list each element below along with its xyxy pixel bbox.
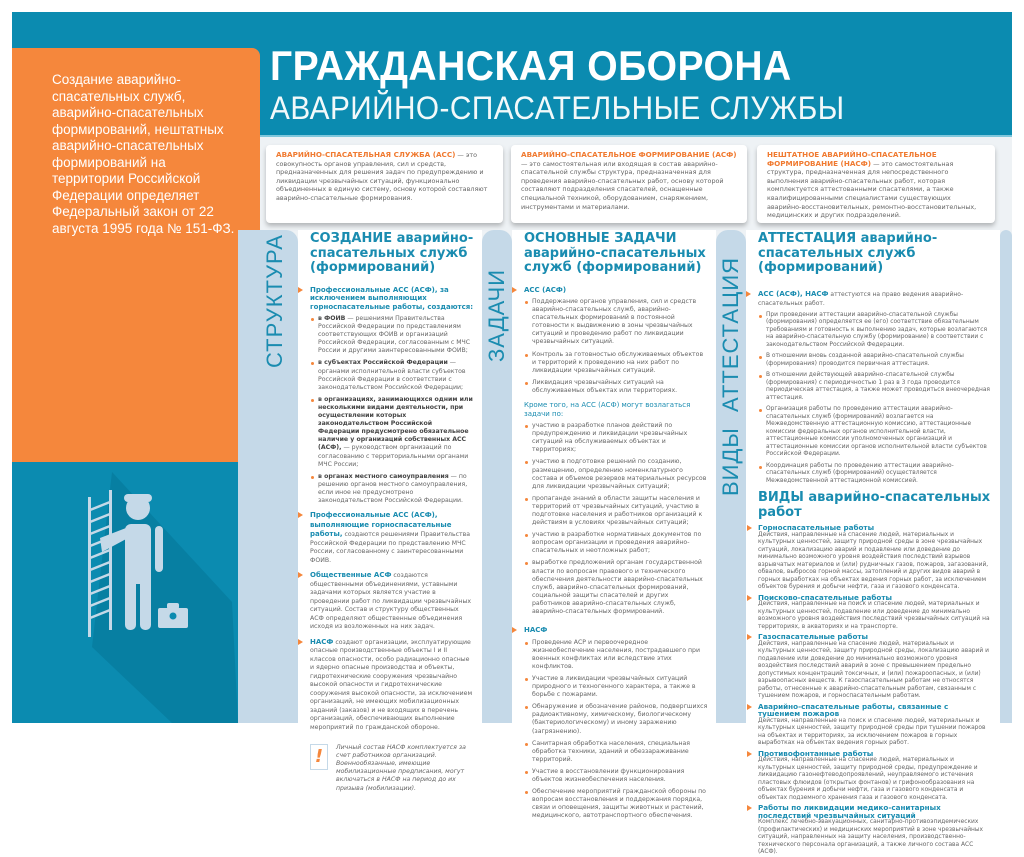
item-text: — органами исполнительной власти субъектов Российской Федерации в соответствии с законодательством Российской Федерации; — [318, 359, 466, 391]
work-type-description: Действия, направленные на спасение людей, материальных и культурных ценностей, защиту природной среды, локализацию аварий и подавление или доведение до минимально возможного уровня воздействия последствий аварий в зоне с превышением предельно допустимых концентраций токсичных, и (или) пожароопасных, и (или) взрывоопасных веществ. К газоспасательным работам не относятся работы, отнесенные к аварийно-спасательным работам, связанным с тушением пожаров, и горноспасательным работам. — [758, 640, 989, 699]
intro-box — [12, 48, 260, 462]
structure-paragraph — [310, 638, 474, 733]
list-item: Участие в ликвидации чрезвычайных ситуаций природного и техногенного характера, а также в борьбе с пожарами. — [524, 675, 708, 699]
structure-paragraph — [310, 511, 474, 565]
attestation-column — [746, 230, 1000, 855]
definition-card-nasf — [757, 145, 995, 223]
page-title: ГРАЖДАНСКАЯ ОБОРОНА — [270, 42, 792, 89]
list-item: Ликвидация чрезвычайных ситуаций на обслуживаемых объектах или территориях. — [524, 379, 708, 395]
side-label-structure: СТРУКТУРА — [262, 234, 287, 368]
list-item: Контроль за готовностью обслуживаемых объектов и территорий к проведению на них работ по ликвидации чрезвычайных ситуаций. — [524, 351, 708, 375]
definition-term: АВАРИЙНО-СПАСАТЕЛЬНОЕ ФОРМИРОВАНИЕ (АСФ) — [521, 150, 737, 159]
list-item: Организация работы по проведению аттестации аварийно-спасательных служб (формирований) возлагается на Межведомственную аттестационную комиссию, аттестационные комиссии федеральных органов исполнительной власти, аттестационные комиссии уполномоченных организаций и аттестационные комиссии органов исполнительной власти субъектов Российской Федерации. — [758, 406, 992, 459]
exclamation-icon: ! — [310, 744, 328, 770]
para-bold: Общественные АСФ — [310, 571, 392, 580]
work-type-name: Горноспасательные работы — [758, 524, 992, 532]
list-item: Обнаружение и обозначение районов, подвергшихся радиоактивному, химическому, биологическому (бактериологическому) и иному заражению (загрязнению). — [524, 703, 708, 735]
nasf-heading: НАСФ — [524, 626, 708, 635]
side-strip-right — [1000, 230, 1012, 723]
definition-text: — это самостоятельная структура, предназначенная для непосредственного выполнения аварийно-спасательных работ, которая комплектуется аттестованными спасателями, а также квалифицированными специалистами существующих аварийно-восстановительных, ремонтно-восстановительных, медицинских и других подразделений. — [767, 159, 977, 220]
professional-heading: Профессиональные АСС (АСФ), за исключением выполняющих горноспасательные работы, создаются: — [310, 285, 474, 311]
list-item: выработке предложений органам государственной власти по вопросам правового и технического обеспечения деятельности аварийно-спасательных служб, аварийно-спасательных формирований, социальной защиты спасателей и других работников аварийно-спасательных служб, аварийно-спасательных формирований. — [524, 559, 708, 616]
side-label-tasks: ЗАДАЧИ — [484, 268, 509, 362]
attestation-title: АТТЕСТАЦИЯ аварийно-спасательных служб (формирований) — [758, 231, 938, 275]
structure-list-item — [310, 396, 474, 469]
para-bold: НАСФ — [310, 637, 334, 646]
note-box — [310, 744, 474, 793]
list-item: В отношении вновь созданной аварийно-спасательной службы (формирования) проводится первичная аттестация. — [758, 353, 992, 368]
item-bold: в субъектах Российской Федерации — [318, 359, 448, 367]
definition-text: — это самостоятельная или входящая в состав аварийно-спасательной службы структура, предназначенная для проведения аварийно-спасательных работ, основу которой составляют подразделения спасателей, оснащенные специальной техникой, оборудованием, снаряжением, инструментами и материалами. — [521, 159, 724, 211]
tasks-title: ОСНОВНЫЕ ЗАДАЧИ аварийно-спасательных служб (формирований) — [524, 231, 706, 275]
work-type-name: Поисково-спасательные работы — [758, 594, 992, 602]
list-item: В отношении действующей аварийно-спасательной службы (формирования) с периодичностью 1 раз в 3 года проводится периодическая аттестация, а также может проводиться внеочередная аттестация. — [758, 372, 992, 402]
definition-card-asf — [511, 145, 747, 223]
para-text: создают организации, эксплуатирующие опасные производственные объекты I и II классов опасности, особо радиационно опасные и ядерно опасные производства и объекты, гидротехнические сооружения чрезвычайно высокой опасности и гидротехнические сооружения высокой опасности, за исключением организаций, не имеющих мобилизационных заданий (заказов) и не входящих в перечень организаций, обеспечивающих выполнение мероприятий по гражданской обороне. — [310, 638, 473, 731]
attestation-lead-bold: АСС (АСФ), НАСФ — [758, 289, 829, 298]
work-type-name: Газоспасательные работы — [758, 633, 992, 641]
side-label-types: ВИДЫ — [718, 427, 743, 496]
page-subtitle: АВАРИЙНО-СПАСАТЕЛЬНЫЕ СЛУЖБЫ — [270, 90, 845, 126]
list-item: участию в разработке нормативных документов по вопросам организации и проведения аварийно-спасательных и неотложных работ; — [524, 531, 708, 555]
list-item: Проведение АСР и первоочередное жизнеобеспечение населения, пострадавшего при военных конфликтах или вследствие этих конфликтов. — [524, 639, 708, 671]
types-title: ВИДЫ аварийно-спасательных работ — [758, 490, 991, 520]
work-type-name: Аварийно-спасательные работы, связанные с тушением пожаров — [758, 703, 992, 718]
structure-title: СОЗДАНИЕ аварийно-спасательных служб (формирований) — [310, 231, 474, 275]
para-text: создаются общественными объединениями, уставными задачами которых является участие в проведении работ по ликвидации чрезвычайных ситуаций. Состав и структуру общественных АСФ определяют общественные объединения исходя из возложенных на них задач. — [310, 572, 471, 631]
work-type-description: Комплекс лечебно-эвакуационных, санитарно-противоэпидемических (профилактических) и медицинских мероприятий в зоне чрезвычайных ситуаций, направленных на защиту населения, производственно-технического персонала организаций, а также личного состава АСС (АСФ). — [758, 819, 984, 855]
list-item: Координация работы по проведению аттестации аварийно-спасательных служб (формирований) осуществляется Межведомственной аттестационной комиссией. — [758, 463, 992, 486]
list-item: Участие в восстановлении функционирования объектов жизнеобеспечения населения. — [524, 768, 708, 784]
item-bold: в организациях, занимающихся одним или несколькими видами деятельности, при осуществлении которых законодательством Российской Федерации предусмотрено обязательное наличие у организаций собственных АСС (АСФ), — [318, 395, 473, 452]
attestation-lead-text: аттестуются на право ведения аварийно-спасательных работ. — [758, 290, 964, 307]
definition-term: АВАРИЙНО-СПАСАТЕЛЬНАЯ СЛУЖБА (АСС) — [276, 150, 456, 159]
side-label-attestation: АТТЕСТАЦИЯ — [718, 256, 743, 412]
list-item: При проведении аттестации аварийно-спасательной службы (формирования) определяется ее (его) соответствие обязательным требованиям и готовность к выполнению задач, которые возлагаются на аварийно-спасательную службу (формирование) в соответствии с законодательством Российской Федерации. — [758, 312, 992, 350]
list-item: участию в разработке планов действий по предупреждению и ликвидации чрезвычайных ситуаций на обслуживаемых объектах и территориях; — [524, 422, 708, 454]
work-type-name: Работы по ликвидации медико-санитарных последствий чрезвычайных ситуаций — [758, 804, 992, 819]
list-item: участию в подготовке решений по созданию, размещению, определению номенклатурного состава и объемов резервов материальных ресурсов для ликвидации чрезвычайных ситуаций; — [524, 458, 708, 490]
para-bold: Профессиональные АСС (АСФ), выполняющие горноспасательные работы, — [310, 511, 452, 539]
note-text: Личный состав НАСФ комплектуется за счет работников организаций. Военнообязанные, имеющие мобилизационные предписания, могут включаться в НАСФ на период до их призыва (мобилизации). — [336, 744, 466, 792]
structure-list-item — [310, 315, 474, 355]
structure-column — [298, 230, 482, 792]
structure-paragraph — [310, 571, 474, 632]
intro-text: Создание аварийно-спасательных служб, аварийно-спасательных формирований, нештатных аварийно-спасательных формирований на территории Российской Федерации определяет Федеральный закон от 22 августа 1995 года № 151-ФЗ. — [52, 72, 235, 236]
list-item: Поддержание органов управления, сил и средств аварийно-спасательных служб, аварийно-спасательных формирований в постоянной готовности к выдвижению в зоны чрезвычайных ситуаций и проведению работ по ликвидации чрезвычайных ситуаций. — [524, 298, 708, 347]
item-text: — руководством организаций по согласованию с территориальными органами МЧС России; — [318, 444, 469, 468]
list-item: пропаганде знаний в области защиты населения и территорий от чрезвычайных ситуаций, участию в подготовке населения и работников организаций к действиям в условиях чрезвычайных ситуаций; — [524, 495, 708, 527]
asc-heading: АСС (АСФ) — [524, 286, 708, 295]
work-type-description: Действия, направленные на спасение людей, материальных и культурных ценностей, защиту природной среды, предупреждение и ликвидацию газонефтеводопроявлений, неуправляемого истечения пластовых флюидов (открытых фонтанов) и грифонообразования на объектах бурения и добычи нефти, газа и газового конденсата и объектах подземного хранения газа и газового конденсата. — [758, 757, 978, 801]
para-text: создаются решениями Правительства Российской Федерации по представлению МЧС России, согласованному с заинтересованными ФОИВ. — [310, 531, 471, 564]
extra-heading: Кроме того, на АСС (АСФ) могут возлагаться задачи по: — [524, 401, 691, 418]
work-type-name: Противофонтанные работы — [758, 750, 992, 758]
item-bold: в ФОИВ — [318, 315, 346, 322]
definition-text: — это совокупность органов управления, сил и средств, предназначенных для решения задач по предупреждению и ликвидации чрезвычайных ситуаций, функционально объединенных в единую систему, основу которой составляют аварийно-спасательные формирования. — [276, 151, 488, 202]
definition-card-asc — [266, 145, 503, 223]
item-bold: в органах местного самоуправления — [318, 472, 449, 480]
work-type-description: Действия, направленные на поиск и спасение людей, материальных и культурных ценностей, защиту природной среды при тушении пожаров на объектах и территориях, за исключением пожаров в горных выработках на объектах ведения горных работ. — [758, 717, 986, 746]
item-text: — решениями Правительства Российской Федерации по представлениям соответствующих ФОИВ и организаций Российской Федерации, согласованным с МЧС России и другими заинтересованными ФОИВ; — [318, 315, 471, 355]
tasks-column — [512, 230, 716, 820]
structure-list-item — [310, 359, 474, 391]
structure-list-item — [310, 473, 474, 505]
list-item: Санитарная обработка населения, специальная обработка техники, зданий и обеззараживание территорий. — [524, 740, 708, 764]
definition-term: НЕШТАТНОЕ АВАРИЙНО-СПАСАТЕЛЬНОЕ ФОРМИРОВАНИЕ (НАСФ) — [767, 150, 937, 168]
work-type-description: Действия, направленные на спасение людей, материальных и культурных ценностей, защиту природной среды в зоне чрезвычайных ситуаций, локализацию аварий и подавление или доведение до минимально возможного уровня воздействия последствий взрывов взрывчатых материалов и (или) рудничных газов, пожаров, загазований, обвалов, выбросов горной массы, затоплений и других видов аварий в горных выработках на объектах ведения горных работ, за исключением объектов бурения и добычи нефти, газа и газового конденсата. — [758, 531, 989, 590]
list-item: Обеспечение мероприятий гражданской обороны по вопросам восстановления и поддержания порядка, связи и оповещения, защиты животных и растений, медицинского, автотранспортного обеспечения. — [524, 788, 708, 820]
rescuer-illustration-icon — [12, 462, 238, 723]
work-type-description: Действия, направленные на поиск и спасение людей, материальных и культурных ценностей, подавление или доведение до минимально возможного уровня воздействия последствий чрезвычайных ситуаций на территориях, в акваториях и на транспорте. — [758, 601, 990, 630]
item-text: — по решению органов местного самоуправления, если иное не предусмотрено законодательством Российской Федерации. — [318, 472, 468, 504]
